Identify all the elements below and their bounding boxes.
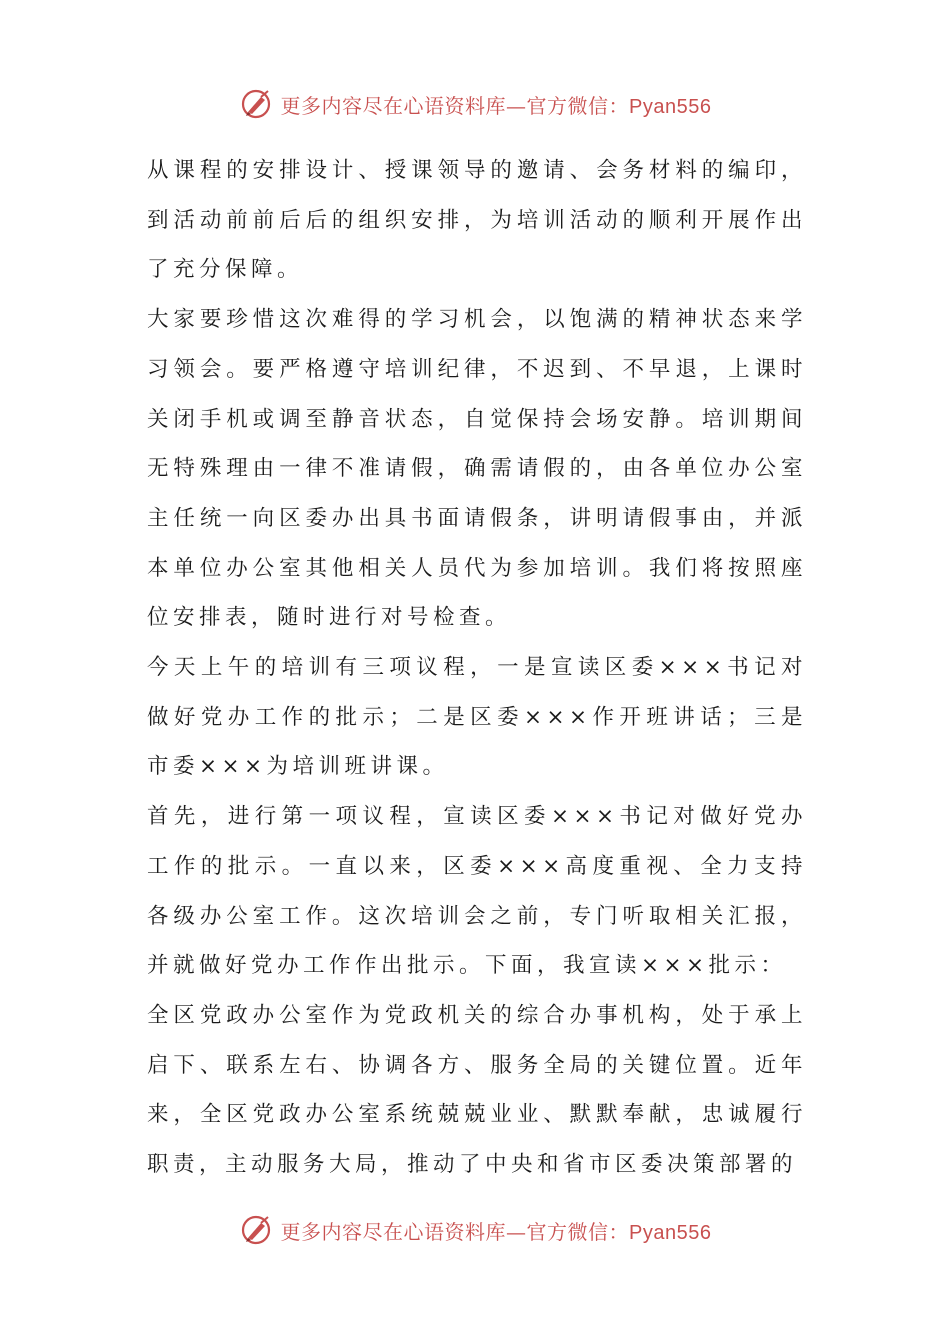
paragraph-2: 大家要珍惜这次难得的学习机会，以饱满的精神状态来学习领会。要严格遵守培训纪律，不迟到、不早退，上课时关闭手机或调至静音状态，自觉保持会场安静。培训期间无特殊理由一律不准请假，确需请假的，由各单位办公室主任统一向区委办出具书面请假条，讲明请假事由，并派本单位办公室其他相关人员代为参加培训。我们将按照座位安排表，随时进行对号检查。 [147,307,807,631]
paragraph-5: 全区党政办公室作为党政机关的综合办事机构，处于承上启下、联系左右、协调各方、服务全局的关键位置。近年来，全区党政办公室系统兢兢业业、默默奉献，忠诚履行职责，主动服务大局，推动了中央和省市区委决策部署的 [147,1002,807,1178]
footer-wechat-id: Pyan556 [629,1221,712,1244]
header-banner-text: 更多内容尽在心语资料库—官方微信：Pyan556 [280,93,712,118]
pen-nib-logo-icon [239,1213,273,1247]
footer-banner-text: 更多内容尽在心语资料库—官方微信：Pyan556 [280,1219,712,1244]
paragraph-3: 今天上午的培训有三项议程，一是宣读区委×××书记对做好党办工作的批示；二是区委×××作开班讲话；三是市委×××为培训班讲课。 [147,655,807,780]
header-wechat-id: Pyan556 [629,95,712,118]
paragraph-1: 从课程的安排设计、授课领导的邀请、会务材料的编印，到活动前前后后的组织安排，为培训活动的顺利开展作出了充分保障。 [147,158,807,283]
page-footer-banner [0,1208,950,1252]
page-header-banner [0,82,950,126]
document-body [147,146,807,1190]
paragraph-4: 首先，进行第一项议程，宣读区委×××书记对做好党办工作的批示。一直以来，区委×××高度重视、全力支持各级办公室工作。这次培训会之前，专门听取相关汇报，并就做好党办工作作出批示。下面，我宣读×××批示： [147,804,807,979]
pen-nib-logo-icon [239,87,273,121]
